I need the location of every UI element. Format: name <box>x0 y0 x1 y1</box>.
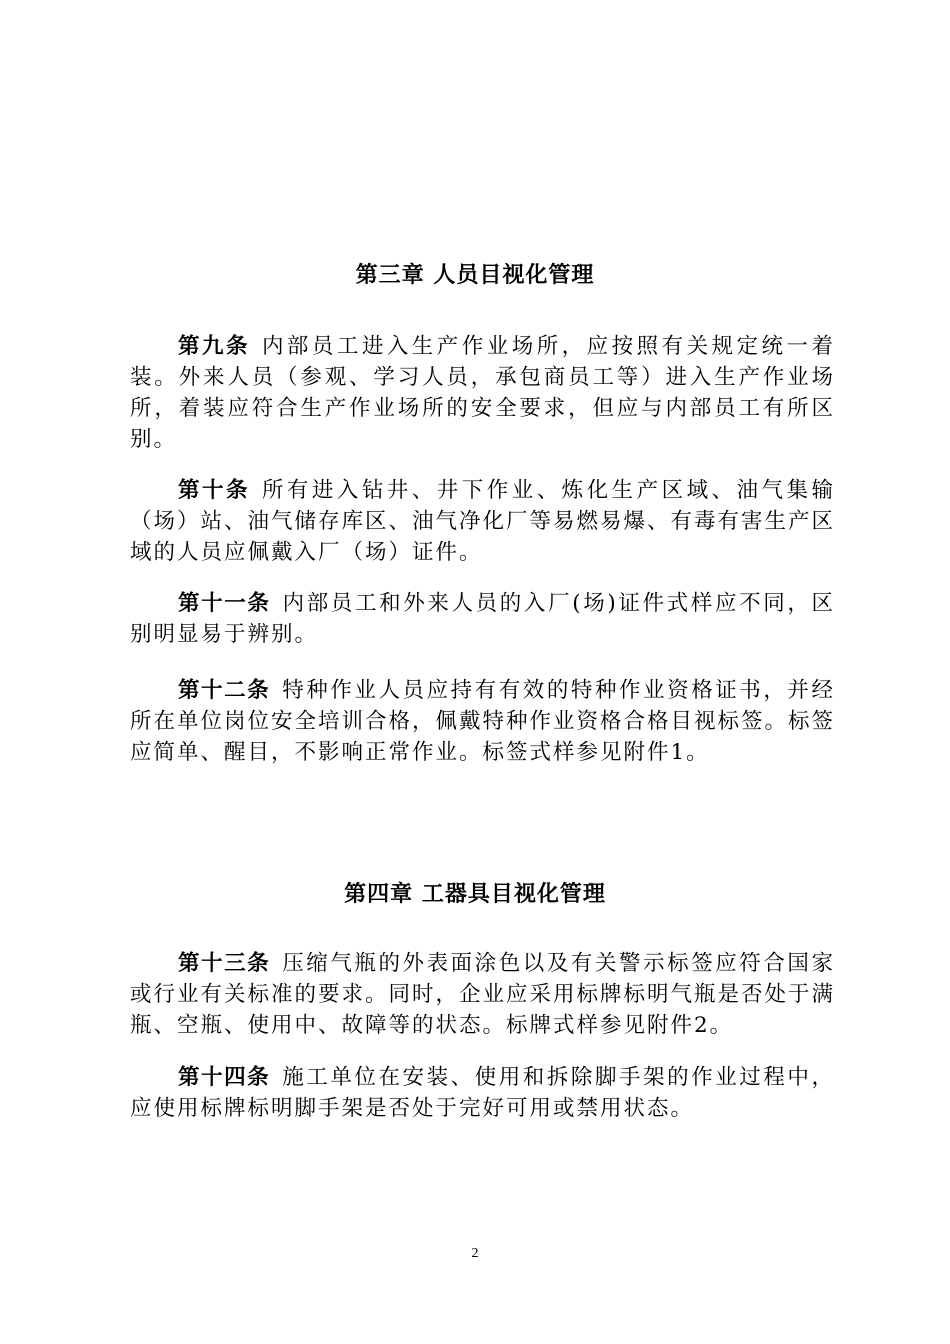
article-text: 内部员工进入生产作业场所，应按照有关规定统一着装。外来人员（参观、学习人员，承包商员工等）进入生产作业场所，着装应符合生产作业场所的安全要求，但应与内部员工有所区别。 <box>130 334 835 452</box>
chapter-4-title: 第四章 工器具目视化管理 <box>344 881 606 907</box>
article-9 <box>130 331 835 455</box>
article-text: 内部员工和外来人员的入厂(场)证件式样应不同，区别明显易于辨别。 <box>130 591 835 647</box>
article-text: 施工单位在安装、使用和拆除脚手架的作业过程中，应使用标牌标明脚手架是否处于完好可用或禁用状态。 <box>130 1065 835 1121</box>
article-label: 第十四条 <box>178 1065 271 1090</box>
article-label: 第十条 <box>178 478 250 503</box>
article-10 <box>130 475 835 568</box>
page-number: 2 <box>471 1246 479 1261</box>
article-label: 第十三条 <box>178 951 271 976</box>
article-text: 特种作业人员应持有有效的特种作业资格证书，并经所在单位岗位安全培训合格，佩戴特种作业资格合格目视标签。标签应简单、醒目，不影响正常作业。标签式样参见附件1。 <box>130 678 836 765</box>
article-label: 第九条 <box>178 334 250 359</box>
article-text: 所有进入钻井、井下作业、炼化生产区域、油气集输（场）站、油气储存库区、油气净化厂等易燃易爆、有毒有害生产区域的人员应佩戴入厂（场）证件。 <box>130 478 836 565</box>
article-11 <box>130 588 835 650</box>
chapter-3-title: 第三章 人员目视化管理 <box>355 262 595 288</box>
article-label: 第十一条 <box>178 591 271 616</box>
article-text: 压缩气瓶的外表面涂色以及有关警示标签应符合国家或行业有关标准的要求。同时，企业应采用标牌标明气瓶是否处于满瓶、空瓶、使用中、故障等的状态。标牌式样参见附件2。 <box>130 951 836 1038</box>
article-label: 第十二条 <box>178 678 271 703</box>
article-13 <box>130 948 835 1041</box>
article-12 <box>130 675 835 768</box>
article-14 <box>130 1062 835 1124</box>
